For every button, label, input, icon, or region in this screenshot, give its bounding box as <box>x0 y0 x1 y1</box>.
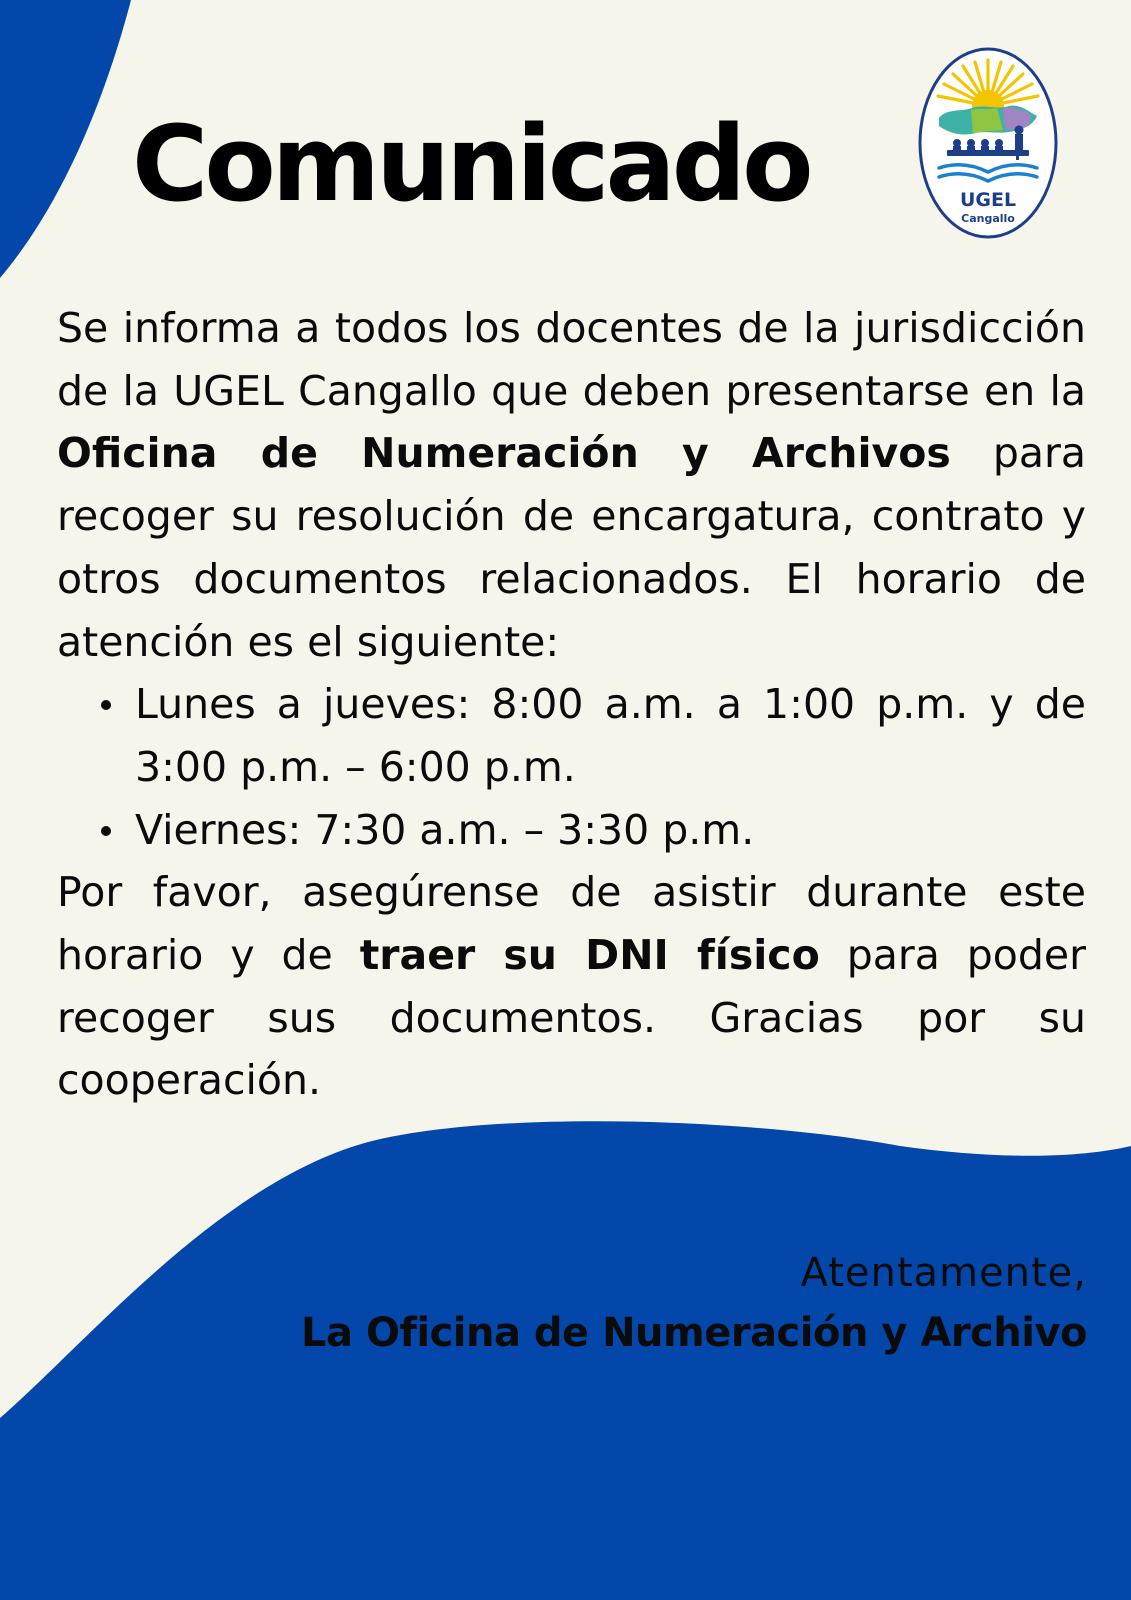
schedule-item-friday: Viernes: 7:30 a.m. – 3:30 p.m. <box>135 799 1086 862</box>
ugel-cangallo-logo <box>917 46 1059 241</box>
closing-greeting: Atentamente, <box>800 1250 1087 1296</box>
intro-text-end: para recoger su resolución de encargatura, contrato y otros documentos relacionados. El horario de atención es el siguiente: <box>57 429 1087 666</box>
office-name-emphasis: Oficina de Numeración y Archivos <box>57 429 951 478</box>
dni-requirement-emphasis: traer su DNI físico <box>359 931 820 980</box>
intro-paragraph <box>57 297 1086 673</box>
schedule-list <box>57 673 1086 861</box>
schedule-item-weekdays: Lunes a jueves: 8:00 a.m. a 1:00 p.m. y de 3:00 p.m. – 6:00 p.m. <box>135 673 1086 798</box>
intro-text-start: Se informa a todos los docentes de la jurisdicción de la UGEL Cangallo que deben presentarse en la <box>57 304 1086 415</box>
logo-text-cangallo: Cangallo <box>961 212 1015 225</box>
page-title: Comunicado <box>132 103 810 225</box>
instructions-text-start: Por favor, asegúrense de asistir durante este horario y de <box>57 868 1086 980</box>
logo-text-ugel: UGEL <box>959 189 1017 211</box>
instructions-text-end: para poder recoger sus documentos. Gracias por su cooperación. <box>57 931 1086 1105</box>
announcement-body <box>57 297 1086 1112</box>
closing-signature-block <box>301 1243 1087 1363</box>
top-left-wave <box>0 0 131 278</box>
closing-signature: La Oficina de Numeración y Archivo <box>301 1310 1087 1356</box>
instructions-paragraph <box>57 861 1086 1112</box>
